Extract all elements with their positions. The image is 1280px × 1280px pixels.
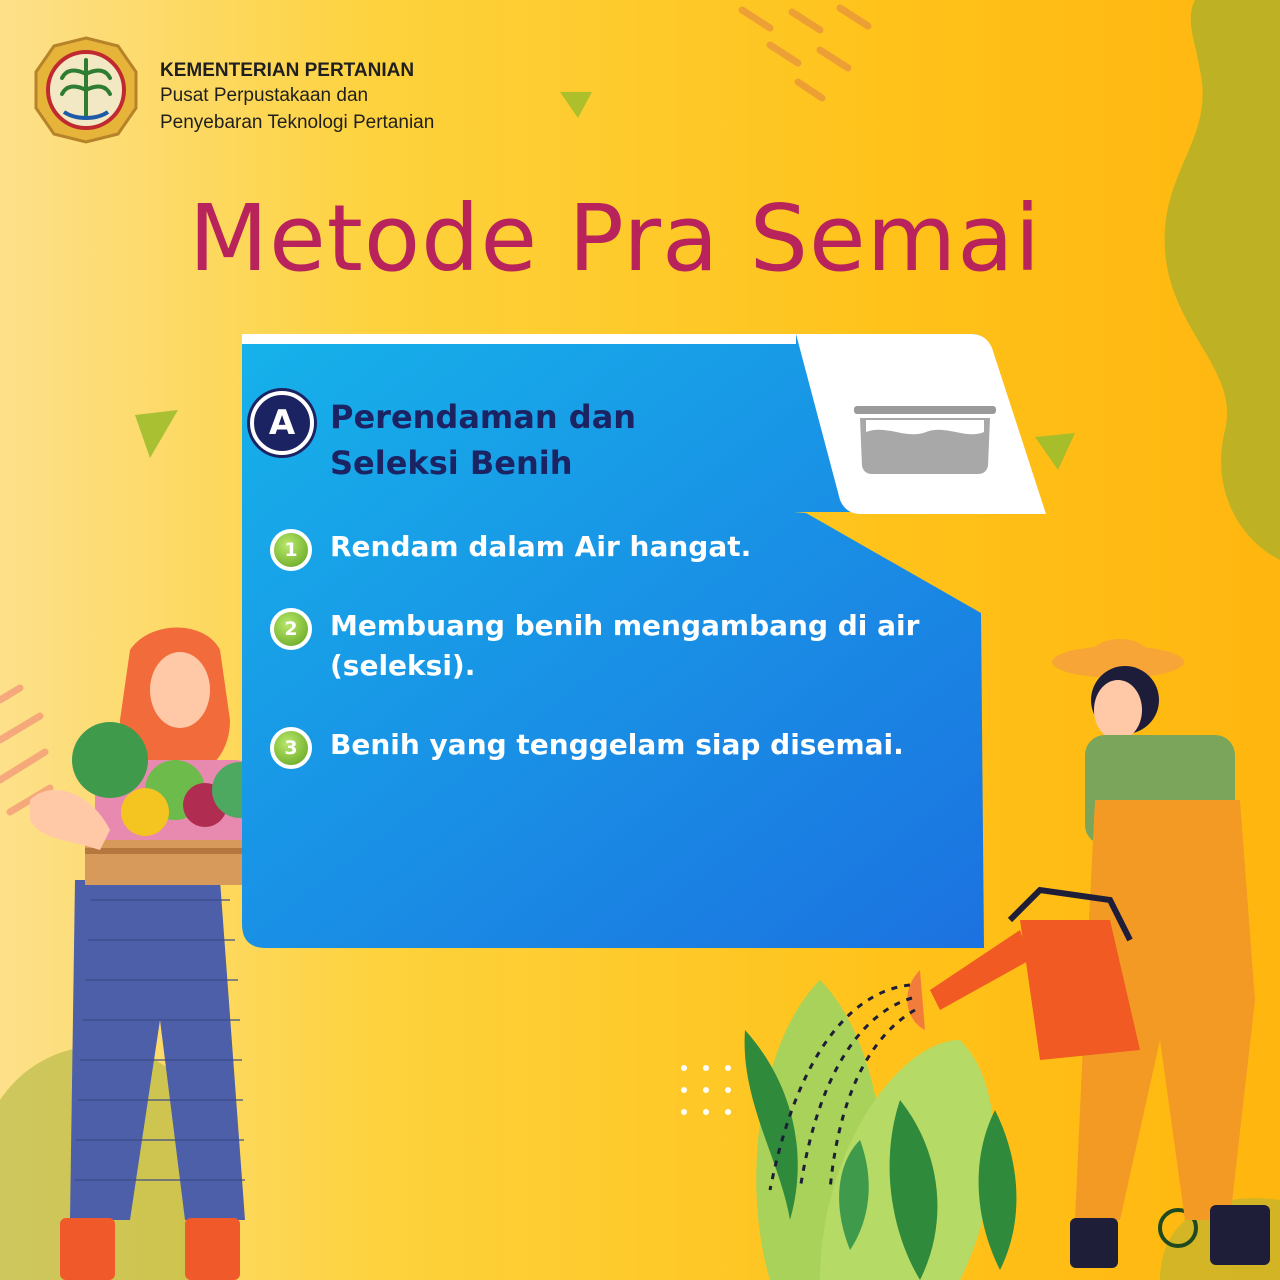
step-text: Membuang benih mengambang di air (seleksi).	[330, 609, 920, 682]
step-number-badge: 1	[270, 529, 312, 571]
step-number-badge: 3	[270, 727, 312, 769]
section-title	[330, 394, 750, 486]
step-text: Benih yang tenggelam siap disemai.	[330, 728, 904, 761]
section-badge: A	[250, 391, 314, 455]
step-number-badge: 2	[270, 608, 312, 650]
plant-illustration	[745, 980, 1017, 1280]
ministry-emblem-icon	[30, 34, 142, 146]
section-title-line1: Perendaman dan	[330, 398, 637, 436]
page-title: Metode Pra Semai	[188, 185, 1042, 292]
unit-name-line2: Penyebaran Teknologi Pertanian	[160, 112, 435, 133]
unit-name-line1: Pusat Perpustakaan dan	[160, 85, 369, 106]
section-title-line2: Seleksi Benih	[330, 444, 573, 482]
org-name: KEMENTERIAN PERTANIAN	[160, 60, 415, 81]
header	[30, 34, 590, 154]
step-text: Rendam dalam Air hangat.	[330, 530, 752, 563]
